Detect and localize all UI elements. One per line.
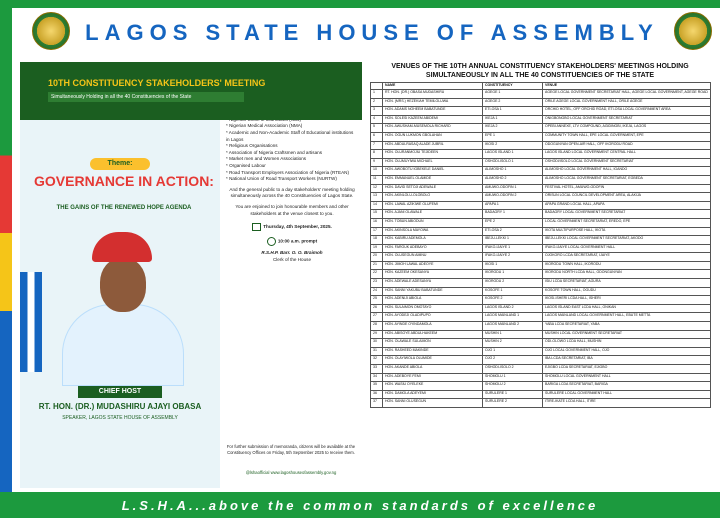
row-number: 20 [371, 253, 383, 262]
list-item: * Market men and Women Associations [226, 156, 307, 162]
table-row [371, 132, 711, 141]
table-row [371, 150, 711, 159]
list-item: * Academic and Non-Academic Staff of Educational institutions in Lagos [226, 129, 354, 142]
venue: ODOGUNYAN OPEN-AIR HALL, OFF IKORODU ROAD [543, 141, 711, 150]
venue: OJOKORO LCDA SECRETARIAT, IJAIYE [543, 253, 711, 262]
venue: BADAGRY LOCAL GOVERNMENT SECRETARIAT [543, 210, 711, 219]
table-row [371, 322, 711, 331]
constituency: EPE 1 [483, 132, 543, 141]
column-header: CONSTITUENCY [483, 83, 543, 90]
table-row [371, 115, 711, 124]
table-row [371, 373, 711, 382]
venue: LAGOS MAINLAND LOCAL GOVERNMENT HALL, EBUTE METTA [543, 313, 711, 322]
member-name: HON. JIMOH LAWAL ADEOYE [383, 261, 483, 270]
row-number: 21 [371, 261, 383, 270]
event-date [226, 223, 358, 231]
member-name: HON. OLAWALE SULAIMON [383, 339, 483, 348]
host-title: SPEAKER, LAGOS STATE HOUSE OF ASSEMBLY [62, 415, 178, 421]
table-row [371, 107, 711, 116]
table-row [371, 296, 711, 305]
row-number: 34 [371, 373, 383, 382]
row-number: 17 [371, 227, 383, 236]
table-row [371, 330, 711, 339]
constituency: ETI-OSA 1 [483, 107, 543, 116]
venue: ORISUN LOCAL COUNCIL DEVELOPMENT AREA, ALAKIJA [543, 193, 711, 202]
list-item: * Organised Labour [226, 162, 266, 168]
calendar-icon [252, 223, 261, 231]
constituency: KOSOFE 1 [483, 287, 543, 296]
constituency: IKEJA 1 [483, 115, 543, 124]
venue: SHOMOLU LOCAL GOVERNMENT HALL [543, 373, 711, 382]
host-name: RT. HON. (DR.) MUDASHIRU AJAYI OBASA [38, 402, 202, 411]
venue: COMMUNITY TOWN HALL, EPE LOCAL GOVERNMENT, EPE [543, 132, 711, 141]
member-name: HON. AYINDE OYINDAMOLA [383, 322, 483, 331]
table-row [371, 365, 711, 374]
member-name: HON. EMMANUEL OLAMIDE [383, 175, 483, 184]
invite-paragraph-2: You are enjoined to join honourable members and other stakeholders at the venue closest to you. [235, 203, 349, 216]
event-date-text: Thursday, 4th September, 2025. [263, 224, 332, 230]
event-title: 10TH CONSTITUENCY STAKEHOLDERS' MEETING [48, 78, 266, 88]
row-number: 24 [371, 287, 383, 296]
table-row [371, 287, 711, 296]
member-name: HON. SOLESI KAZEEM ABIDEMI [383, 115, 483, 124]
row-number: 4 [371, 115, 383, 124]
row-number: 31 [371, 347, 383, 356]
constituency: APAPA 1 [483, 201, 543, 210]
member-name: HON. SULAIMON OMOTAYO [383, 304, 483, 313]
member-name: HON. ABISOYE ABDULHAKEEM [383, 330, 483, 339]
row-number: 27 [371, 313, 383, 322]
row-number: 29 [371, 330, 383, 339]
table-row [371, 193, 711, 202]
host-portrait [62, 232, 182, 382]
row-number: 32 [371, 356, 383, 365]
venue: ODI-OLOWO LCDA HALL, MUSHIN [543, 339, 711, 348]
constituency: AGEGE 1 [483, 90, 543, 99]
venue: OJO LOCAL GOVERNMENT HALL, OJO [543, 347, 711, 356]
member-name: HON. OLURANMOJIU TEJIDEEN [383, 150, 483, 159]
constituency: LAGOS MAINLAND 1 [483, 313, 543, 322]
table-row [371, 90, 711, 99]
constituency: EPE 2 [483, 218, 543, 227]
venue: IBA LCDA SECRETARIAT, IBA [543, 356, 711, 365]
venue: ORCHID HOTEL, OFF ORCHID ROAD, ETI-OSA LOCAL GOVERNMENT AREA [543, 107, 711, 116]
footer-banner [0, 492, 720, 518]
table-row [371, 382, 711, 391]
column-header: VENUE [543, 83, 711, 90]
member-name: HON. KABIRU ADEMOLA [383, 236, 483, 245]
table-header-row [371, 83, 711, 90]
constituency: ALIMOSHO 1 [483, 167, 543, 176]
member-name: HON. TOBUN ABIODUN [383, 218, 483, 227]
table-row [371, 261, 711, 270]
row-number: 23 [371, 279, 383, 288]
row-number: 9 [371, 158, 383, 167]
constituency: SHOMOLU 2 [483, 382, 543, 391]
venue: ONIGBONGBO LOCAL GOVERNMENT SECRETARIAT [543, 115, 711, 124]
constituency: MUSHIN 1 [483, 330, 543, 339]
table-row [371, 124, 711, 133]
constituency: IFAKO-IJAIYE 2 [483, 253, 543, 262]
constituency: KOSOFE 2 [483, 296, 543, 305]
venue: ORILE AGEGE LOCAL GOVERNMENT HALL, ORILE AGEGE [543, 98, 711, 107]
left-flag-stripe [0, 0, 12, 518]
row-number: 35 [371, 382, 383, 391]
constituency: OSHODI-ISOLO 1 [483, 158, 543, 167]
row-number: 8 [371, 150, 383, 159]
venue: ALIMOSHO LOCAL GOVERNMENT HALL, IGANDO [543, 167, 711, 176]
row-number: 10 [371, 167, 383, 176]
venue: IKORODU NORTH LCDA HALL, ODONGUNYAN [543, 270, 711, 279]
constituency: IFAKO-IJAIYE 1 [483, 244, 543, 253]
table-row [371, 167, 711, 176]
social-handles: @lshaofficial www.lagoshouseofassembly.gov.ng [245, 470, 337, 475]
member-name: HON. OLUMUYIWA MICHAEL [383, 158, 483, 167]
constituency: BADAGRY 1 [483, 210, 543, 219]
table-row [371, 244, 711, 253]
row-number: 14 [371, 201, 383, 210]
member-name: HON. ADEWALE ADESANYA [383, 279, 483, 288]
row-number: 12 [371, 184, 383, 193]
venue: YABA LCDA SECRETARIAT, YABA [543, 322, 711, 331]
table-row [371, 339, 711, 348]
constituency: OJO 2 [483, 356, 543, 365]
venue: LAGOS ISLAND EAST LCDA HALL, ONIKAN [543, 304, 711, 313]
member-name: HON. WASIU OYELEKE [383, 382, 483, 391]
venue: LOCAL GOVERNMENT SECRETARIAT, EREDO, EPE [543, 218, 711, 227]
constituency: IKOSI 2 [483, 141, 543, 150]
venue: BARIGA LCDA SECRETARIAT, BARIGA [543, 382, 711, 391]
constituency: AGEGE 2 [483, 98, 543, 107]
venue: ITIRE-IKATE LCDA HALL, ITIRE [543, 399, 711, 408]
memoranda-note: For further submission of memoranda, citizens will be available at the Constituency Offices on Friday, 5th September 2025 to receive them. [226, 444, 356, 455]
table-row [371, 390, 711, 399]
table-row [371, 347, 711, 356]
list-item: * Nigerian Medical Association (NMA) [226, 123, 303, 129]
member-name: HON. (MRS.) HEZEKIAH TEMILOLUWA [383, 98, 483, 107]
table-row [371, 184, 711, 193]
signatory: R.S.H.P. Barr. O. O. Braimoh [261, 250, 323, 256]
member-name: HON. AKANDE ABIOLA [383, 365, 483, 374]
table-row [371, 227, 711, 236]
theme-subtitle: THE GAINS OF THE RENEWED HOPE AGENDA [56, 205, 192, 211]
constituency: OSHODI-ISOLO 2 [483, 365, 543, 374]
constituency: IKOSI 1 [483, 261, 543, 270]
page-title: LAGOS STATE HOUSE OF ASSEMBLY [85, 20, 659, 45]
table-row [371, 236, 711, 245]
flyer-left-panel [20, 62, 220, 488]
table-row [371, 356, 711, 365]
theme-label: Theme: [90, 158, 150, 170]
table-row [371, 279, 711, 288]
event-time [226, 237, 358, 246]
event-subtitle: Simultaneously Holding in all the 40 Constituencies of the State [48, 92, 244, 102]
invite-paragraph: And the general public to a day stakeholders' meeting holding simultaneously across the 40 Constituencies of Lagos State. [229, 186, 355, 199]
venues-section [370, 62, 710, 490]
header-banner [12, 8, 720, 56]
venue: IKOSI-ISHERI LCDA HALL, ISHERI [543, 296, 711, 305]
constituency: LAGOS ISLAND 2 [483, 304, 543, 313]
member-name: HON. OLAYIWOLA OLUMIDE [383, 356, 483, 365]
table-row [371, 141, 711, 150]
venue: AGEGE LOCAL GOVERNMENT SECRETARIAT HALL, AGEGE LOCAL GOVERNMENT, AGEGE ROAD [543, 90, 711, 99]
chief-host-badge: CHIEF HOST [78, 386, 162, 398]
row-number: 28 [371, 322, 383, 331]
row-number: 26 [371, 304, 383, 313]
table-row [371, 270, 711, 279]
venue: IKORODU TOWN HALL, IKORODU [543, 261, 711, 270]
venue: ISIU LCDA SECRETARIAT, AGURA [543, 279, 711, 288]
row-number: 18 [371, 236, 383, 245]
top-color-stripe [0, 0, 720, 8]
column-header [371, 83, 383, 90]
constituency: SHOMOLU 1 [483, 373, 543, 382]
member-name: HON. AKINSOLA MAYOWA [383, 227, 483, 236]
row-number: 19 [371, 244, 383, 253]
table-row [371, 98, 711, 107]
signatory-title: Clerk of the House [272, 256, 312, 262]
venue: IBEJU-LEKKI LOCAL GOVERNMENT SECRETARIAT, AKODO [543, 236, 711, 245]
table-row [371, 175, 711, 184]
constituency: LAGOS MAINLAND 2 [483, 322, 543, 331]
member-name: HON. DAVID SETOJI ADEWALE [383, 184, 483, 193]
list-item: * National Union of Road Transport Workers (NURTW) [226, 176, 337, 182]
venue: LAGOS ISLAND LOCAL GOVERNMENT CENTRAL HALL [543, 150, 711, 159]
row-number: 37 [371, 399, 383, 408]
list-item: * Religious Organisations [226, 143, 278, 149]
member-name: HON. KAZEEM OKESANYA [383, 270, 483, 279]
member-name: HON. ADEBOYE FEMI [383, 373, 483, 382]
list-item: * Association of Nigeria Craftsmen and artisans [226, 149, 323, 155]
member-name: HON. AWOBOTU IGBEKELE DANIEL [383, 167, 483, 176]
constituency: SURULERE 2 [483, 399, 543, 408]
member-name: HON. RASHEED MAKINDE [383, 347, 483, 356]
member-name: HON. DAMOLA ADEYEMI [383, 390, 483, 399]
row-number: 22 [371, 270, 383, 279]
state-seal-icon [674, 12, 712, 50]
constituency: AMUWO-ODOFIN 1 [483, 184, 543, 193]
venue: MUSHIN LOCAL GOVERNMENT SECRETARIAT [543, 330, 711, 339]
member-name: HON. ADENIJI ABIOLA [383, 296, 483, 305]
flyer-right-panel [220, 62, 362, 488]
table-row [371, 304, 711, 313]
member-name: HON. OLUSEGUN AMINU [383, 253, 483, 262]
list-item: * Road Transport Employers Association of Nigeria (RTEAN) [226, 169, 349, 175]
table-row [371, 399, 711, 408]
row-number: 30 [371, 339, 383, 348]
flyer-header [20, 62, 362, 120]
member-name: HON. AYODEJI OLADIPUPO [383, 313, 483, 322]
column-header: NAME [383, 83, 483, 90]
venue: APAPA GRAND LOCAL HALL, APAPA [543, 201, 711, 210]
row-number: 2 [371, 98, 383, 107]
constituency: LAGOS ISLAND 1 [483, 150, 543, 159]
event-flyer [20, 62, 362, 488]
member-name: HON. SANNI OLUSEGUN [383, 399, 483, 408]
flag-image [20, 272, 42, 372]
constituency: MUSHIN 2 [483, 339, 543, 348]
member-name: HON. ABDULRASAQ ALADE JUBRIL [383, 141, 483, 150]
row-number: 11 [371, 175, 383, 184]
row-number: 36 [371, 390, 383, 399]
row-number: 3 [371, 107, 383, 116]
venue: KOSOFE TOWN HALL, OGUDU [543, 287, 711, 296]
venues-table-body [371, 90, 711, 408]
member-name: HON. SANNI YAKUBU BABATUNDE [383, 287, 483, 296]
constituency: OJO 1 [483, 347, 543, 356]
venue: IKOTA MULTIPURPOSE HALL, IKOTA [543, 227, 711, 236]
row-number: 6 [371, 132, 383, 141]
member-name: HON. AWUSHAM-MUSEMOLA RICHARD [383, 124, 483, 133]
venue: EJIGBO LCDA SECRETARIAT, EJIGBO [543, 365, 711, 374]
table-row [371, 313, 711, 322]
row-number: 15 [371, 210, 383, 219]
member-name: HON. AKINLOLU-OLOBOLO [383, 193, 483, 202]
venues-title: VENUES OF THE 10TH ANNUAL CONSTITUENCY STAKEHOLDERS' MEETINGS HOLDING SIMULTANEOUSLY IN ALL THE 40 CONSTITUENCIES OF THE STATE [391, 63, 689, 79]
member-name: HON. AJANI OLAWALE [383, 210, 483, 219]
constituency: ALIMOSHO 2 [483, 175, 543, 184]
event-time-text: 10:00 a.m. prompt [277, 238, 318, 244]
row-number: 5 [371, 124, 383, 133]
venues-table [370, 82, 711, 408]
row-number: 1 [371, 90, 383, 99]
constituency: AMUWO-ODOFIN 2 [483, 193, 543, 202]
member-name: HON. ADAMS NOHEEM BABATUNDE [383, 107, 483, 116]
venue: SURULERE LOCAL GOVERNMENT HALL [543, 390, 711, 399]
venue: OPEBI ANNEXE, LTV COMPOUND, AGIDINGBI, IKEJA, LAGOS [543, 124, 711, 133]
row-number: 33 [371, 365, 383, 374]
table-row [371, 210, 711, 219]
venue: FESTIVAL HOTEL, AMUWO-ODOFIN [543, 184, 711, 193]
member-name: HON. LAWAL AZIKIWE OLUFEMI [383, 201, 483, 210]
constituency: SURULERE 1 [483, 390, 543, 399]
venue: IFAKO-IJAIYE LOCAL GOVERNMENT HALL [543, 244, 711, 253]
footer-motto: L.S.H.A...above the common standards of excellence [121, 497, 599, 513]
row-number: 13 [371, 193, 383, 202]
clock-icon [267, 237, 276, 246]
table-row [371, 158, 711, 167]
theme-title: GOVERNANCE IN ACTION: [34, 173, 214, 189]
constituency: IKORODU 1 [483, 270, 543, 279]
venue: OSHODI/ISOLO LOCAL GOVERNMENT SECRETARIAT [543, 158, 711, 167]
constituency: IBEJU-LEKKI 1 [483, 236, 543, 245]
row-number: 7 [371, 141, 383, 150]
row-number: 16 [371, 218, 383, 227]
crest-emblem-icon [32, 12, 70, 50]
constituency: ETI-OSA 2 [483, 227, 543, 236]
table-row [371, 218, 711, 227]
table-row [371, 253, 711, 262]
member-name: HON. FAROUK ADEBAYO [383, 244, 483, 253]
venue: ALIMOSHO LOCAL GOVERNMENT SECRETARIAT, EGBEDA [543, 175, 711, 184]
member-name: RT. HON. (DR.) OBASA MUDASHIRU [383, 90, 483, 99]
constituency: IKEJA 2 [483, 124, 543, 133]
row-number: 25 [371, 296, 383, 305]
table-row [371, 201, 711, 210]
member-name: HON. OGUN LUKMON GBOLAHAN [383, 132, 483, 141]
constituency: IKORODU 2 [483, 279, 543, 288]
